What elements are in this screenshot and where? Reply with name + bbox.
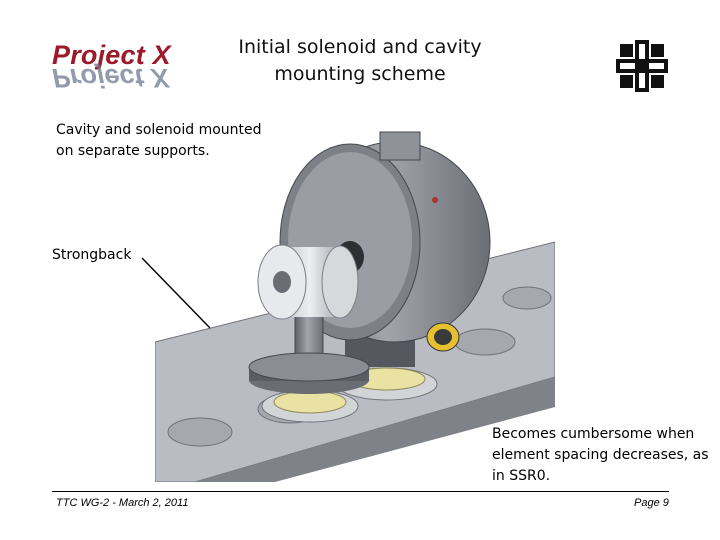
intro-line-1: Cavity and solenoid mounted	[56, 122, 262, 138]
spacing-note	[492, 424, 720, 487]
page-number: Page 9	[634, 497, 669, 509]
slide-title-line-2: mounting scheme	[274, 63, 446, 85]
note-line-3: in SSR0.	[492, 468, 551, 484]
note-line-2: element spacing decreases, as	[492, 447, 709, 463]
note-line-1: Becomes cumbersome when	[492, 426, 695, 442]
project-x-logo-text: Project X	[52, 40, 171, 70]
fermilab-logo-icon	[614, 38, 670, 94]
project-x-logo-reflection: Project X	[52, 63, 170, 93]
project-x-logo	[52, 40, 192, 96]
footer-divider	[52, 491, 669, 492]
slide-title	[200, 34, 520, 88]
intro-line-2: on separate supports.	[56, 143, 210, 159]
slide-title-line-1: Initial solenoid and cavity	[238, 36, 482, 58]
strongback-label: Strongback	[52, 247, 132, 263]
footer-date: TTC WG-2 - March 2, 2011	[56, 497, 189, 509]
